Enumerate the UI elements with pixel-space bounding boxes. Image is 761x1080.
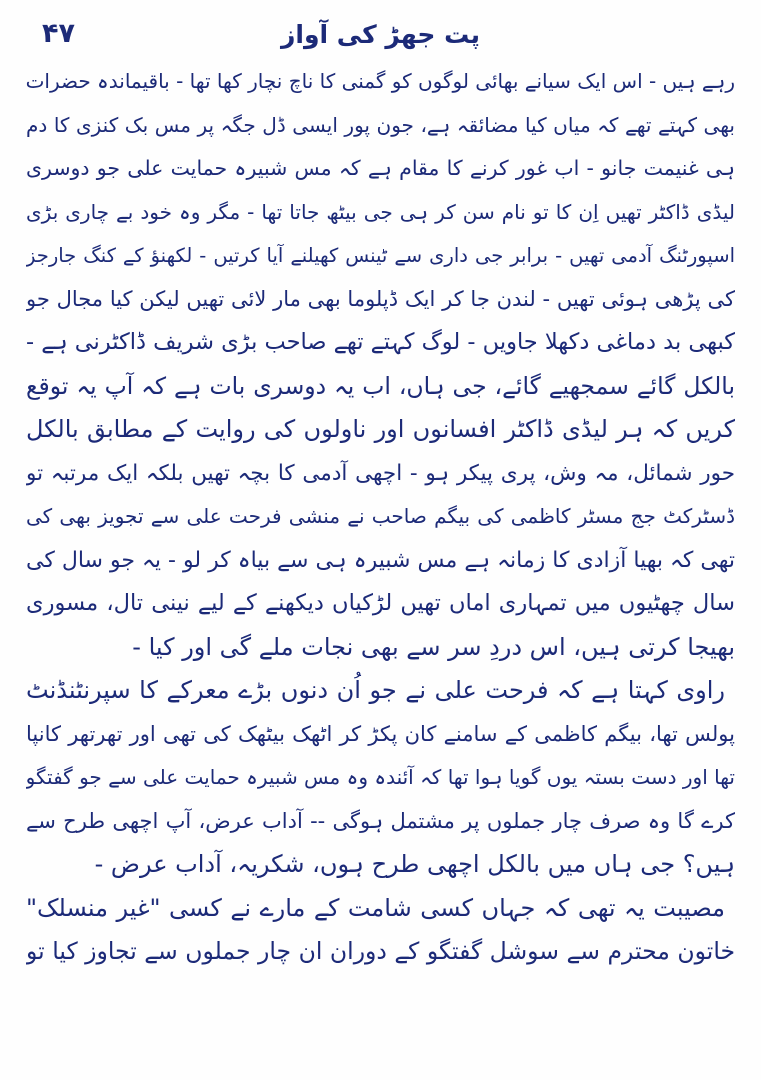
text-line: حور شمائل، مہ وش، پری پیکر ہو - اچھی آدمی کا بچہ تھیں بلکہ ایک مرتبہ تو [26,460,735,486]
text-line: مصیبت یہ تھی کہ جہاں کسی شامت کے مارے نے کسی "غیر منسلک" [26,893,725,922]
text-line: کرے گا وہ صرف چار جملوں پر مشتمل ہوگی -- آداب عرض، آپ اچھی طرح سے [26,808,735,833]
text-line: رہے ہیں - اس ایک سیانے بھائی لوگوں کو گمنی کا ناچ نچار کھا تھا - باقیماندہ حضرات [26,69,735,93]
text-line: بھی کہتے تھے کہ میاں کیا مضائقہ ہے، جون پور ایسی ڈل جگہ پر مس بک کنزی کا دم [26,112,735,137]
text-line: ڈسٹرکٹ جج مسٹر کاظمی کی بیگم صاحب نے منشی فرحت علی سے تجویز بھی کی [26,504,735,528]
book-title: پت جھڑ کی آواز [281,20,480,49]
text-line: خاتون محترم سے سوشل گفتگو کے دوران ان چار جملوں سے تجاوز کیا تو [26,937,735,965]
text-line: لیڈی ڈاکٹر تھیں اِن کا تو نام سن کر ہی جی بیٹھ جاتا تھا - مگر وہ خود بے چاری بڑی [26,199,735,224]
text-line: اسپورٹنگ آدمی تھیں - برابر جی داری سے ٹینس کھیلنے آیا کرتیں - لکھنؤ کے کنگ جارجز [26,244,735,267]
text-line: کبھی بد دماغی دکھلا جاویں - لوگ کہتے تھے صاحب بڑی شریف ڈاکٹرنی ہے - [26,329,735,355]
text-line: تھی کہ بھیا آزادی کا زمانہ ہے مس شبیرہ ہی سے بیاہ کر لو - یہ جو سال کی [26,547,735,573]
body-text [26,60,735,974]
text-line: بھیجا کرتی ہیں، اس دردِ سر سے بھی نجات ملے گی اور کیا - [132,632,735,661]
text-line: سال چھٹیوں میں تمہاری اماں تھیں لڑکیاں دیکھنے کے لیے نینی تال، مسوری [26,590,735,616]
text-line: ہی غنیمت جانو - اب غور کرنے کا مقام ہے کہ مس شبیرہ حمایت علی جو دوسری [26,156,735,180]
text-line: تھا اور دست بستہ یوں گویا ہوا تھا کہ آئندہ وہ مس شبیرہ حمایت علی سے جو گفتگو [26,765,735,789]
text-line: ہیں؟ جی ہاں میں بالکل اچھی طرح ہوں، شکریہ، آداب عرض - [94,850,735,878]
text-line: کی پڑھی ہوئی تھیں - لندن جا کر ایک ڈپلوما بھی مار لائی تھیں لیکن کیا مجال جو [26,286,735,311]
page-header [26,14,735,60]
text-line: کریں کہ ہر لیڈی ڈاکٹر افسانوں اور ناولوں کی روایت کے مطابق بالکل [26,415,735,443]
page-number: ۴۷ [42,18,75,49]
text-line: راوی کہتا ہے کہ فرحت علی نے جو اُن دنوں بڑے معرکے کا سپرنٹنڈنٹ [26,676,725,704]
text-line: بالکل گائے سمجھیے گائے، جی ہاں، اب یہ دوسری بات ہے کہ آپ یہ توقع [26,371,735,400]
text-line: پولس تھا، بیگم کاظمی کے سامنے کان پکڑ کر اٹھک بیٹھک کی تھی اور تھرتھر کانپا [26,721,735,746]
